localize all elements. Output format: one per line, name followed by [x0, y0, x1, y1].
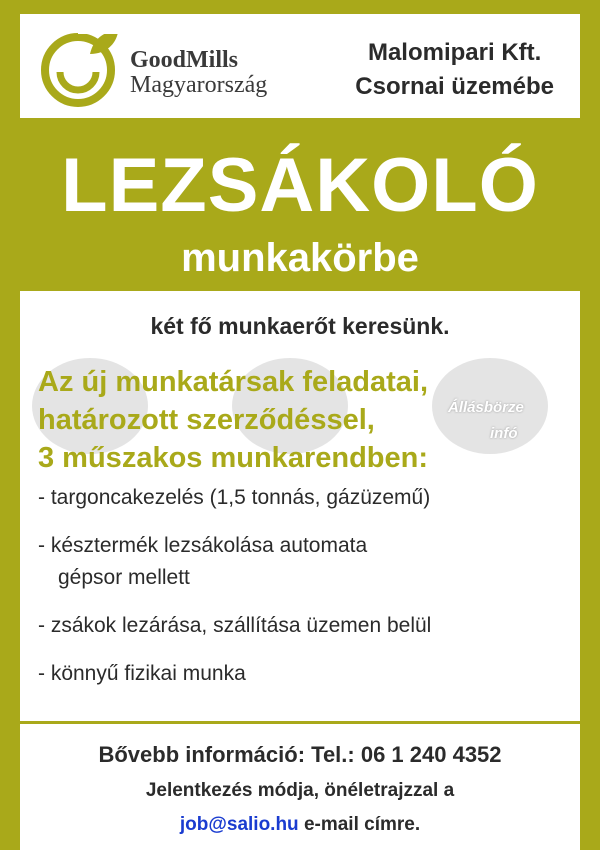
- job-title: LEZSÁKOLÓ: [61, 143, 539, 228]
- tasks-heading-line: határozott szerződéssel,: [38, 404, 375, 436]
- tasks-heading-line: 3 műszakos munkarendben:: [38, 442, 428, 474]
- email-link[interactable]: job@salio.hu: [179, 814, 299, 835]
- apply-text: Jelentkezés módja, önéletrajzzal a: [145, 780, 455, 801]
- logo-wordmark: [130, 48, 267, 98]
- tasks-heading: [38, 363, 568, 477]
- list-item: - könnyű fizikai munka: [38, 662, 246, 685]
- email-suffix: e-mail címre.: [298, 814, 421, 835]
- logo-subtitle: Magyarország: [130, 72, 268, 98]
- title-banner: [20, 121, 580, 291]
- company-name: Malomipari Kft.: [367, 39, 542, 66]
- list-item-continuation: gépsor mellett: [58, 566, 190, 589]
- main-content: [20, 291, 580, 721]
- watermark-sub: infó: [490, 425, 518, 442]
- list-item: - targoncakezelés (1,5 tonnás, gázüzemű): [38, 486, 431, 509]
- footer: [20, 724, 580, 850]
- contact-phone: Bővebb információ: Tel.: 06 1 240 4352: [98, 742, 502, 767]
- tasks-heading-line: Az új munkatársak feladatai,: [38, 366, 429, 398]
- company-info: [355, 36, 554, 104]
- email-line: [20, 814, 580, 836]
- list-item: - zsákok lezárása, szállítása üzemen belül: [38, 614, 432, 637]
- goodmills-logo-icon: [38, 22, 128, 112]
- header: [20, 14, 580, 118]
- seek-line: két fő munkaerőt keresünk.: [150, 313, 450, 339]
- logo-name: GoodMills: [130, 47, 239, 73]
- watermark-label: Állásbörze: [448, 399, 524, 416]
- company-site: Csornai üzemébe: [355, 73, 554, 100]
- list-item: - késztermék lezsákolása automata: [38, 534, 368, 557]
- job-subtitle: munkakörbe: [181, 236, 419, 280]
